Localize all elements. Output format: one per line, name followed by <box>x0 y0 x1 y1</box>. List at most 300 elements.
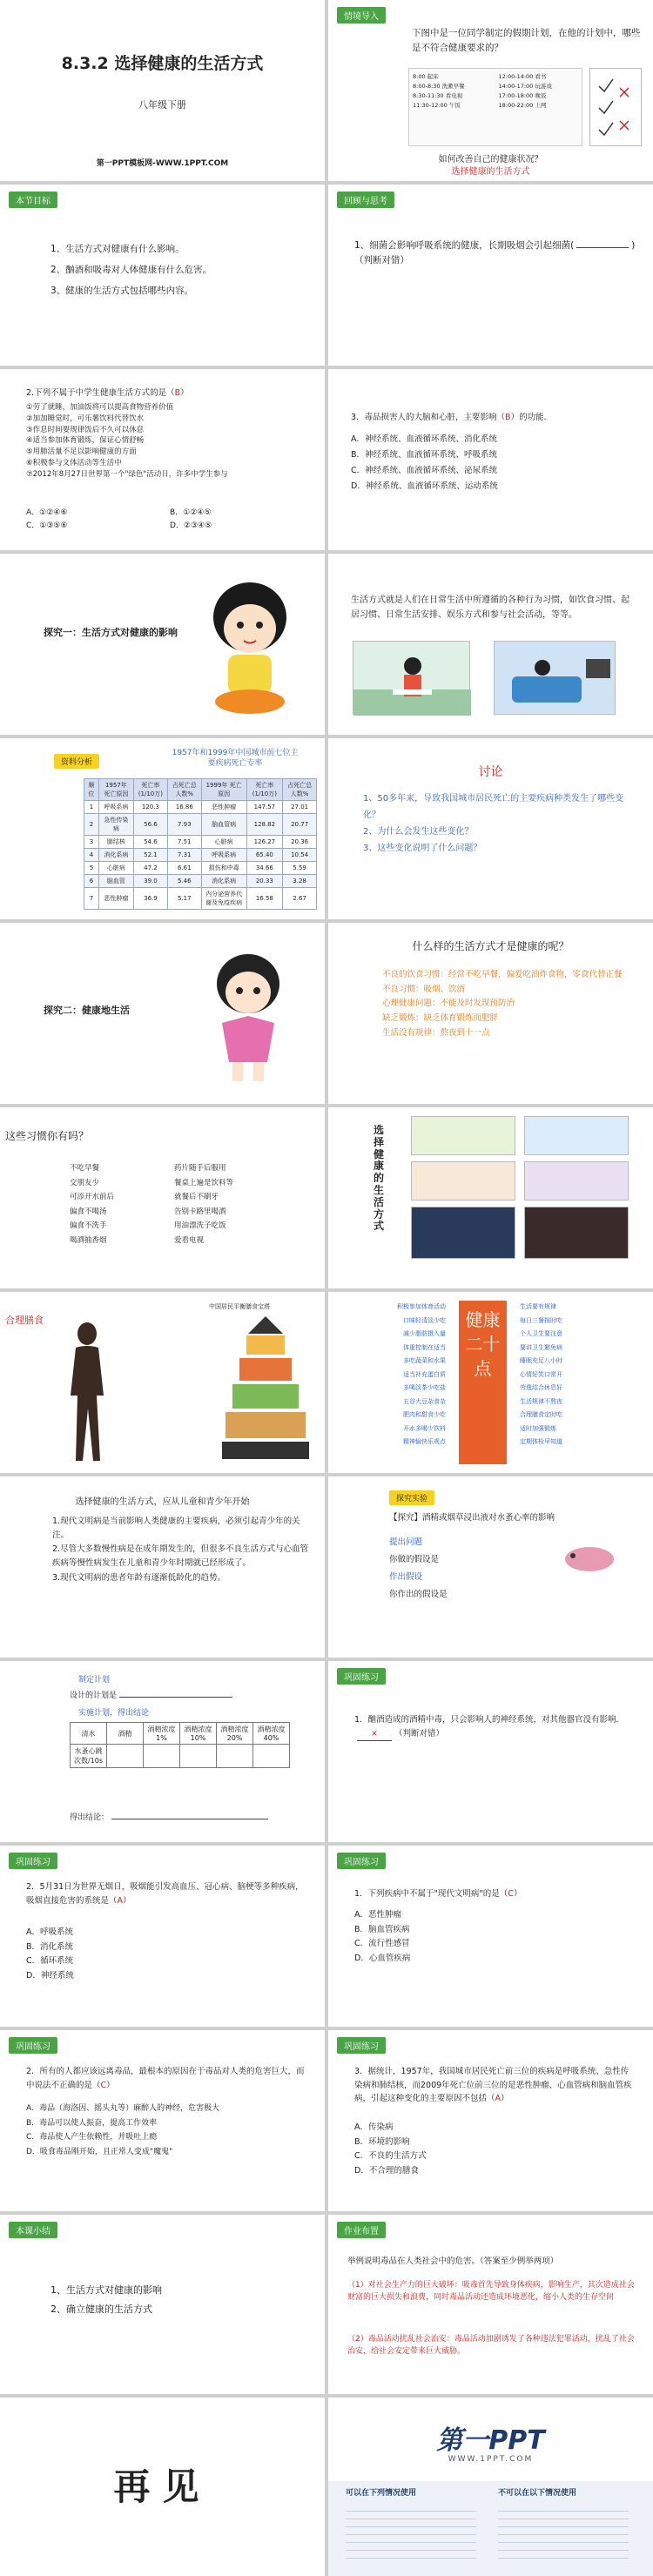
site-footer: 第一PPT模板网-WWW.1PPT.COM <box>96 159 229 168</box>
goal-item: 3、健康的生活方式包括哪些内容。 <box>50 286 194 297</box>
slide-goodbye <box>0 2398 325 2576</box>
food-pagoda-icon <box>222 1316 309 1460</box>
check-icon <box>590 69 643 147</box>
slide-practice-5 <box>328 2030 653 2211</box>
table-cell: 3.28 <box>283 875 317 888</box>
plan-implement: 实施计划，得出结论 <box>78 1709 150 1718</box>
youth-title: 选择健康的生活方式，应从儿童和青少年开始 <box>75 1497 250 1507</box>
plan-table <box>70 1722 290 1768</box>
usage-forbidden-title: 不可以在以下情况使用 <box>498 2489 577 2498</box>
schedule-item: 8:00 起床 <box>413 73 439 80</box>
table-cell: 34.66 <box>246 862 283 875</box>
practice-options <box>354 1908 616 1967</box>
slide-brand <box>328 2398 653 2576</box>
goal-item: 2、酗酒和吸毒对人体健康有什么危害。 <box>50 265 212 276</box>
summary-item: 1、生活方式对健康的影响 <box>50 2284 162 2296</box>
col-header: 酒精浓度1% <box>144 1723 180 1745</box>
slide-practice-1 <box>328 1661 653 1842</box>
goodbye-text: 再见 <box>113 2465 212 2508</box>
table-cell: 39.0 <box>133 875 167 888</box>
experiment-steps <box>389 1534 537 1604</box>
practice-tag: 巩固练习 <box>337 1853 386 1869</box>
table-cell: 脑血管病 <box>201 814 246 836</box>
option-b[interactable]: B．消化系统 <box>26 1941 74 1952</box>
table-cell: 36.9 <box>133 888 167 910</box>
table-cell: 4 <box>84 849 99 862</box>
habit-item: 不良习惯：吸烟、饮酒 <box>382 984 466 994</box>
quiz-question <box>351 411 638 425</box>
habit-item: 生活没有规律：熬夜到十一点 <box>382 1027 490 1038</box>
habit-item: 缺乏锻炼：缺乏体育锻炼而肥胖 <box>382 1012 499 1023</box>
homework-question: 举例说明毒品在人类社会中的危害。（答案至少例举两项） <box>347 2257 559 2266</box>
health-tip: 心情好笑口常开 <box>520 1370 562 1378</box>
brand-url: WWW.1PPT.COM <box>448 2455 534 2464</box>
usage-allowed-title: 可以在下列情况使用 <box>346 2489 417 2498</box>
experiment-tag: 探究实验 <box>389 1490 434 1505</box>
tips-right <box>520 1301 607 1449</box>
table-cell: 呼吸系病 <box>98 801 133 814</box>
schedule-item: 18:00-22:00 上网 <box>498 102 547 109</box>
option-a[interactable]: A．恶性肿瘤 <box>354 1910 401 1920</box>
option-a[interactable]: A．神经系统、血液循环系统、消化系统 <box>351 434 497 444</box>
youth-point: 2.尽管大多数慢性病是在成年期发生的，但很多不良生活方式与心血管疾病等慢性病发生在儿童和青少年时期就已经形成了。 <box>52 1544 309 1569</box>
table-cell: 5.59 <box>283 862 317 875</box>
table-cell: 65.40 <box>246 849 283 862</box>
explore-title: 探究二：健康地生活 <box>44 1005 130 1016</box>
discussion-item: 1、50多年来，导致我国城市居民死亡的主要疾病种类发生了哪些变化？ <box>363 794 624 820</box>
table-cell: 呼吸系病 <box>201 849 246 862</box>
slide-practice-4 <box>0 2030 325 2211</box>
table-cell: 128.82 <box>246 814 283 836</box>
table-cell: 7.93 <box>167 814 201 836</box>
astro-girl-icon <box>187 940 309 1088</box>
col-header: 酒精浓度10% <box>180 1723 217 1745</box>
schedule-item: 8:30-11:30 看电视 <box>413 92 463 99</box>
quiz-question <box>26 387 313 400</box>
option-a[interactable]: A．传染病 <box>354 2122 394 2132</box>
slide-healthy-question <box>328 923 653 1104</box>
option-b[interactable]: B．环境的影响 <box>354 2136 410 2147</box>
table-row <box>84 862 317 875</box>
option-a[interactable]: A．毒品（海洛因、摇头丸等）麻醉人的神经，危害极大 <box>26 2104 220 2113</box>
table-cell: 6.61 <box>167 862 201 875</box>
option-b[interactable]: B．神经系统、血液循环系统、呼吸系统 <box>351 450 498 461</box>
question-text: 1．下列疾病中不属于"现代文明病"的是（ <box>354 1889 508 1899</box>
question-close: ） <box>501 2094 509 2104</box>
woman-silhouette-icon <box>57 1318 118 1466</box>
health-tip: 多喝淡茶少吃盐 <box>403 1384 446 1391</box>
lifestyle-definition: 生活方式就是人们在日常生活中所遵循的各种行为习惯，如饮食习惯、起居习惯、日常生活安排、娱乐方式和参与社会活动，等等。 <box>351 595 629 620</box>
question-close: ） <box>106 2080 115 2090</box>
slide-explore-2 <box>0 923 325 1104</box>
quiz-options <box>351 432 638 494</box>
summary-list <box>50 2281 312 2319</box>
plan-heading: 制定计划 <box>78 1676 111 1685</box>
usage-panel <box>328 2481 653 2576</box>
chart-title: 1957年和1999年中国城市前七位主要疾病死亡专率 <box>172 749 299 768</box>
step-item: 你做的假设是 <box>389 1554 440 1564</box>
table-cell: 肺结核 <box>98 836 133 849</box>
question-tail: （判断对错） <box>394 1728 445 1739</box>
schedule-item: 8:00-8:30 洗漱早餐 <box>413 83 465 90</box>
question-text: 2．5月31日为世界无烟日，吸烟能引发高血压、冠心病、脑梗等多种疾病，吸烟直接危害的系统是（ <box>26 1882 304 1906</box>
header-cell: 死亡率(1/10万) <box>133 779 167 801</box>
option-c[interactable]: C．流行性感冒 <box>354 1939 410 1949</box>
table-cell: 5.17 <box>167 888 201 910</box>
discussion-item: 2、为什么会发生这些变化？ <box>363 827 474 837</box>
option-c[interactable]: C．①③⑤⑥ <box>26 521 68 530</box>
activity-image-2 <box>524 1116 629 1155</box>
step-item: 提出问题 <box>389 1537 423 1547</box>
habit-item: 爱看电视 <box>174 1235 205 1245</box>
table-cell: 心脏病 <box>201 836 246 849</box>
table-row <box>84 814 317 836</box>
slide-homework <box>328 2215 653 2394</box>
practice-tag: 巩固练习 <box>337 2037 386 2054</box>
checkmark-image <box>589 68 642 146</box>
col-header: 酒精浓度20% <box>217 1723 253 1745</box>
statement-item: ⑥积极参与文体活动等生活中 <box>26 458 122 467</box>
pagoda-title: 中国居民平衡膳食宝塔 <box>209 1303 270 1310</box>
usage-allowed-list <box>346 2504 476 2565</box>
table-cell: 心脏病 <box>98 862 133 875</box>
option-b[interactable]: B．①②④⑤ <box>170 508 212 517</box>
option-b[interactable]: B．脑血管疾病 <box>354 1924 410 1934</box>
habit-item: 交朋友少 <box>70 1178 100 1187</box>
table-cell: 恶性肿瘤 <box>201 801 246 814</box>
data-tag: 资料分析 <box>54 754 99 769</box>
practice-question <box>26 2065 305 2092</box>
slide-health-points <box>328 1292 653 1473</box>
health-tip: 口味轻清淡少吃 <box>403 1316 446 1324</box>
table-cell: 3 <box>84 836 99 849</box>
answer-mark: C <box>100 2080 107 2090</box>
health-tip: 劳逸结合休息好 <box>520 1384 562 1391</box>
option-a[interactable]: A．呼吸系统 <box>26 1927 73 1937</box>
health-tip: 生活规律不熬夜 <box>520 1397 562 1405</box>
question-text: 2.下列不属于中学生健康生活方式的是（ <box>26 388 175 398</box>
answer-mark: C <box>508 1889 514 1899</box>
practice-options <box>26 2102 305 2160</box>
table-cell: 47.2 <box>133 862 167 875</box>
health-tip: 定期体检早知道 <box>520 1438 562 1445</box>
activity-image-1 <box>411 1116 515 1155</box>
practice-question <box>354 1713 633 1741</box>
question-text: 3．据统计，1957年，我国城市居民死亡前三位的疾病是呼吸系统、急性传染病和肺结核，而2009年死亡位前三位的是恶性肿瘤、心血管病和脑血管疾病，引起这种变化的主要原因不包括（ <box>354 2067 632 2104</box>
statement-item: ⑤用肺活量不足以影响健康的方面 <box>26 447 137 456</box>
discussion-list <box>363 790 633 857</box>
table-cell: 20.36 <box>283 836 317 849</box>
table-cell: 恶性肿瘤 <box>98 888 133 910</box>
explore-title: 探究一：生活方式对健康的影响 <box>44 627 178 638</box>
col-header: 酒精 <box>107 1723 144 1745</box>
vertical-title: 选择健康的生活方式 <box>374 1124 385 1233</box>
answer-mark: A <box>495 2094 502 2104</box>
table-cell: 5.46 <box>167 875 201 888</box>
option-c[interactable]: C．毒品使人产生依赖性，并吸吐上瘾 <box>26 2133 158 2142</box>
table-cell: 16.86 <box>167 801 201 814</box>
health-tip: 肥肉和甜食少吃 <box>403 1411 446 1418</box>
table-cell: 1 <box>84 801 99 814</box>
table-row <box>84 801 317 814</box>
question-text: 2．所有的人都应该远离毒品，最根本的原因在于毒品对人类的危害巨大，而中说法不正确的是（ <box>26 2067 305 2090</box>
tips-left <box>372 1301 446 1449</box>
practice-tag: 巩固练习 <box>337 1668 386 1685</box>
practice-question <box>354 2065 633 2106</box>
plan-design-blank[interactable] <box>119 1697 232 1698</box>
plan-design-label: 设计的计划是 <box>70 1692 118 1700</box>
table-cell: 147.57 <box>246 801 283 814</box>
question-close: ） <box>123 1895 131 1906</box>
homework-answer-2: （2）毒品活动扰乱社会治安：毒品活动加剧诱发了各种违法犯罪活动，扰乱了社会治安，给社会安定带来巨大威胁。 <box>347 2335 635 2357</box>
quiz-options <box>26 507 313 533</box>
health-tip: 适时加强锻炼 <box>520 1424 556 1432</box>
bad-habits-list <box>382 968 639 1040</box>
option-d[interactable]: D．心血管疾病 <box>354 1953 411 1963</box>
table-cell: 10.54 <box>283 849 317 862</box>
intro-text: 下图中是一位同学制定的假期计划，在他的计划中，哪些是不符合健康要求的？ <box>412 28 641 54</box>
option-d[interactable]: D．②③④⑤ <box>170 521 212 530</box>
table-header <box>84 779 317 801</box>
healthy-question: 什么样的生活方式才是健康的呢？ <box>412 940 569 952</box>
slide-practice-2 <box>0 1846 325 2027</box>
data-cell[interactable] <box>253 1745 290 1768</box>
review-tail: )（判断对错） <box>354 240 636 266</box>
col-header: 清水 <box>71 1723 107 1745</box>
table-cell: 2 <box>84 814 99 836</box>
habit-item: 偏食不喝汤 <box>70 1207 107 1216</box>
experiment-title: 【探究】酒精或烟草浸出液对水蚤心率的影响 <box>389 1513 555 1523</box>
table-cell: 7 <box>84 888 99 910</box>
habit-item: 喝酒抽香烟 <box>70 1235 107 1245</box>
habit-item: 偏食不洗手 <box>70 1221 107 1231</box>
slide-discussion <box>328 738 653 919</box>
question-text: 1．酗酒造成的酒精中毒，只会影响人的神经系统，对其他器官没有影响． <box>354 1715 625 1725</box>
mortality-table <box>84 778 317 910</box>
grade-label: 八年级下册 <box>138 99 186 111</box>
slide-youth <box>0 1476 325 1658</box>
habit-item: 餐桌上遍是饮料等 <box>174 1178 234 1187</box>
table-row <box>71 1745 290 1768</box>
health-tip: 个人卫生要注意 <box>520 1330 562 1337</box>
health-tip: 要讲卫生避免病 <box>520 1343 562 1351</box>
habit-item: 用油漂洗子吃饭 <box>174 1221 226 1231</box>
schedule-card <box>408 68 582 146</box>
question-close: ） <box>513 1889 522 1899</box>
table-cell: 16.58 <box>246 888 283 910</box>
health-tip: 减少脂肪摄入量 <box>403 1330 446 1337</box>
schedule-item: 17:00-18:00 晚饭 <box>498 92 547 99</box>
header-cell: 占死亡总人数% <box>283 779 317 801</box>
summary-tag: 本课小结 <box>9 2222 57 2238</box>
habit-item: 就餐后不刷牙 <box>174 1193 219 1202</box>
data-cell[interactable] <box>107 1745 144 1768</box>
habits-right <box>174 1161 313 1248</box>
youth-point: 3.现代文明病的患者年龄有逐渐低龄化的趋势。 <box>52 1572 226 1583</box>
sofa-tv-image <box>494 641 616 715</box>
table-cell: 消化系病 <box>201 875 246 888</box>
table-cell: 6 <box>84 875 99 888</box>
data-cell[interactable] <box>180 1745 217 1768</box>
schedule-item: 11:30-12:00 午饭 <box>413 102 461 109</box>
option-d[interactable]: D．不合理的膳食 <box>354 2165 419 2176</box>
answer-mark: A <box>117 1895 124 1906</box>
option-b[interactable]: B．毒品可以使人振奋，提高工作效率 <box>26 2118 158 2128</box>
center-banner: 健康二十点 <box>459 1301 507 1464</box>
table-cell: 5 <box>84 862 99 875</box>
water-flea-icon <box>559 1537 620 1581</box>
option-d[interactable]: D．神经系统、血液循环系统、运动系统 <box>351 481 498 492</box>
health-tip: 生活要有规律 <box>520 1303 556 1310</box>
review-text: 1、细菌会影响呼吸系统的健康，长期吸烟会引起细菌( <box>354 240 575 251</box>
slide-explore-1 <box>0 554 325 735</box>
table-cell: 56.6 <box>133 814 167 836</box>
table-cell: 7.31 <box>167 849 201 862</box>
step-item: 作出假设 <box>389 1571 423 1582</box>
plan-conclusion <box>70 1811 271 1822</box>
table-cell: 损伤和中毒 <box>201 862 246 875</box>
option-d[interactable]: D．神经系统 <box>26 1970 74 1981</box>
health-tip: 适当补充蛋白质 <box>403 1370 446 1378</box>
page-title: 8.3.2 选择健康的生活方式 <box>61 54 264 73</box>
health-tip: 体重控制在适当 <box>403 1343 446 1351</box>
habit-item: 可添开水前后 <box>70 1193 115 1202</box>
answer-blank[interactable] <box>576 247 629 248</box>
table-row <box>84 849 317 862</box>
activity-image-5 <box>411 1207 515 1259</box>
header-cell: 顺位 <box>84 779 99 801</box>
habit-item: 告别卡路里喝酒 <box>174 1207 226 1216</box>
slide-review <box>328 185 653 366</box>
brand-logo: 第一PPT <box>436 2425 545 2456</box>
homework-tag: 作业布置 <box>337 2222 386 2238</box>
table-cell: 54.6 <box>133 836 167 849</box>
data-cell[interactable] <box>144 1745 180 1768</box>
header-cell: 1957年 死亡原因 <box>98 779 133 801</box>
slide-healthy-choice <box>328 1107 653 1288</box>
data-cell[interactable] <box>217 1745 253 1768</box>
table-cell: 内分泌营养代谢及免疫疾病 <box>201 888 246 910</box>
habits-question: 这些习惯你有吗？ <box>5 1130 90 1142</box>
table-cell: 27.01 <box>283 801 317 814</box>
slide-summary <box>0 2215 325 2394</box>
row-header: 水蚤心跳次数/10s <box>71 1745 107 1768</box>
plan-design <box>70 1689 235 1700</box>
health-tip: 睡眠充足八小时 <box>520 1357 562 1364</box>
practice-tag: 巩固练习 <box>9 2037 57 2054</box>
review-question <box>354 239 642 269</box>
activity-image-4 <box>524 1161 629 1201</box>
goals-tag: 本节目标 <box>9 192 57 208</box>
practice-options <box>26 1926 287 1984</box>
option-a[interactable]: A．①②④⑥ <box>26 508 68 517</box>
table-row <box>84 836 317 849</box>
table-cell: 20.33 <box>246 875 283 888</box>
habit-item: 药片随手后服用 <box>174 1164 226 1173</box>
table-cell: 52.1 <box>133 849 167 862</box>
practice-question <box>354 1887 633 1901</box>
table-cell: 2.67 <box>283 888 317 910</box>
table-cell: 7.51 <box>167 836 201 849</box>
health-tip: 积极参加体育活动 <box>397 1303 446 1310</box>
goal-item: 1、生活方式对健康有什么影响。 <box>50 244 185 254</box>
diet-title: 合理膳食 <box>5 1315 44 1326</box>
option-c[interactable]: C．不良的生活方式 <box>354 2151 427 2162</box>
habits-left <box>70 1161 165 1248</box>
practice-question <box>26 1880 305 1907</box>
header-cell: 死亡率(1/10万) <box>246 779 283 801</box>
header-cell: 1999年 死亡原因 <box>201 779 246 801</box>
health-tip: 多吃蔬菜和水果 <box>403 1357 446 1364</box>
intro-answer: 选择健康的生活方式 <box>451 167 530 177</box>
activity-image-3 <box>411 1161 515 1201</box>
table-cell: 20.77 <box>283 814 317 836</box>
youth-point: 1.现代文明病是当前影响人类健康的主要疾病，必须引起青少年的关注。 <box>52 1517 300 1541</box>
health-tip: 合理膳食定时吃 <box>520 1411 562 1418</box>
question-text: 3．毒品损害人的大脑和心脏，主要影响（ <box>351 413 506 422</box>
table-cell: 126.27 <box>246 836 283 849</box>
answer-mark: B <box>174 388 181 398</box>
intro-tag: 情境导入 <box>337 7 386 24</box>
option-c[interactable]: C．神经系统、血液循环系统、泌尿系统 <box>351 466 498 476</box>
slide-lifestyle-def <box>328 554 653 735</box>
habit-item: 心理健康问题：不能及时发现预防治 <box>382 999 515 1009</box>
conclusion-label: 得出结论： <box>70 1813 110 1822</box>
table-row <box>84 875 317 888</box>
health-tip: 五谷大豆杂食杂 <box>403 1397 446 1405</box>
practice-options <box>354 2121 616 2179</box>
slide-intro <box>328 0 653 181</box>
option-d[interactable]: D．吸食毒品刚开始，且正常人变成"魔鬼" <box>26 2147 173 2156</box>
youth-points <box>52 1515 313 1585</box>
review-tag: 回顾与思考 <box>337 192 394 208</box>
slide-goals <box>0 185 325 366</box>
activity-image-6 <box>524 1207 629 1259</box>
statement-item: ④适当参加体育锻炼，保证心情舒畅 <box>26 436 145 446</box>
reading-girl-image <box>353 641 470 715</box>
summary-item: 2、确立健康的生活方式 <box>50 2304 152 2315</box>
question-close: ） <box>180 388 189 398</box>
slide-plan <box>0 1661 325 1842</box>
quiz-statements <box>26 402 313 480</box>
option-c[interactable]: C．循环系统 <box>26 1956 74 1967</box>
answer-blank[interactable]: × <box>357 1727 392 1742</box>
table-row <box>84 888 317 910</box>
statement-item: ⑦2012年8月27日世界第一个"绿色"活动日，许多中学生参与 <box>26 469 228 479</box>
slide-diet <box>0 1292 325 1473</box>
discussion-title: 讨论 <box>478 765 503 779</box>
health-tip: 精神愉快乐观点 <box>403 1438 446 1445</box>
health-tip: 开水多喝少饮料 <box>403 1424 446 1432</box>
answer-mark: B <box>505 413 511 422</box>
table-cell: 120.3 <box>133 801 167 814</box>
table-cell: 消化系病 <box>98 849 133 862</box>
statement-item: ②加加睡觉时，可乐薯饮料代替饮水 <box>26 414 145 423</box>
practice-tag: 巩固练习 <box>9 1853 57 1869</box>
table-cell: 脑血管 <box>98 875 133 888</box>
table-row <box>71 1723 290 1745</box>
slide-quiz-3 <box>328 369 653 550</box>
slide-habits-check <box>0 1107 325 1288</box>
table-cell: 急性传染病 <box>98 814 133 836</box>
slide-data-analysis <box>0 738 325 919</box>
girl-cartoon-icon <box>193 569 306 722</box>
question-close: ）的功能． <box>510 413 553 422</box>
schedule-item: 14:00-17:00 玩游戏 <box>498 83 552 90</box>
goals-list <box>50 239 312 301</box>
statement-item: ①劳了就睡，加油饭将可以提高食物营养价值 <box>26 403 174 412</box>
homework-answer-1: （1）对社会生产力的巨大破坏：吸毒首先导致身体疾病，影响生产，其次造成社会财富的巨大损失和浪费，同时毒品活动还造成环境恶化，缩小人类的生存空间 <box>347 2281 635 2303</box>
